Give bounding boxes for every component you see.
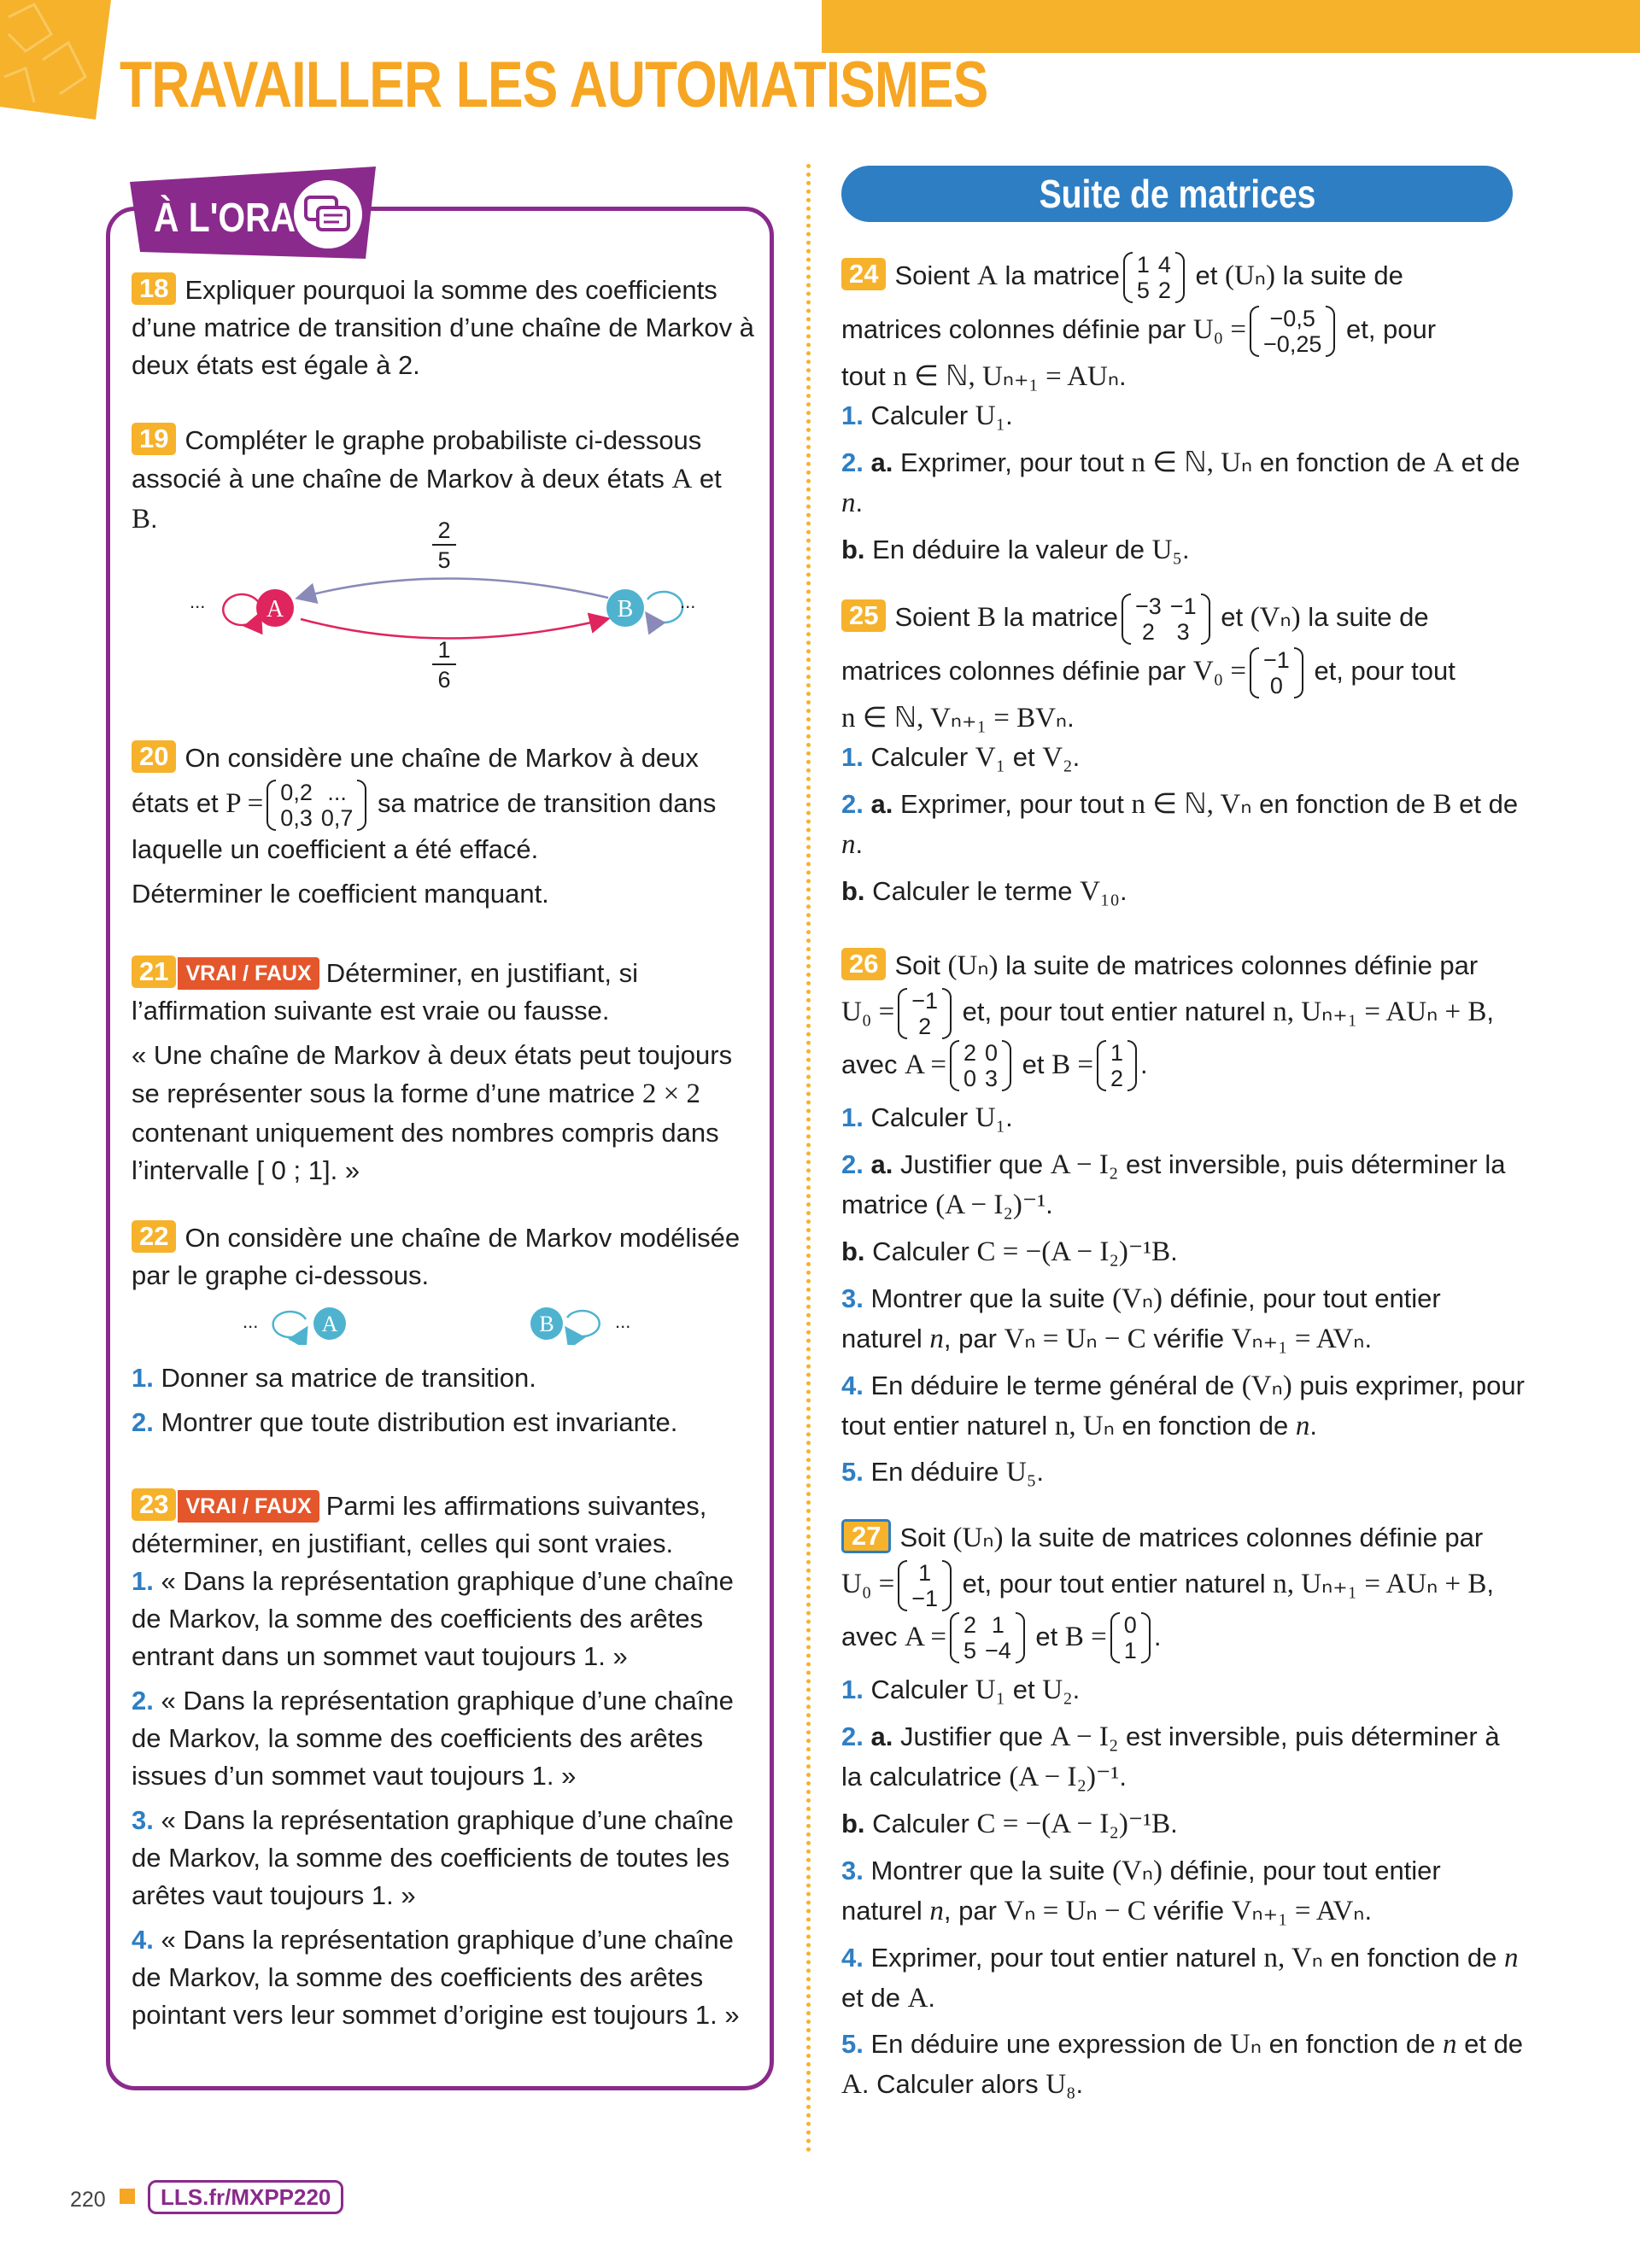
math-expr: U₈ <box>1046 2069 1076 2101</box>
matrix-cell: 1 <box>1136 251 1150 278</box>
question-number: 4. <box>132 1925 154 1955</box>
question-number: 2. <box>841 1721 864 1752</box>
exercise-number: 20 <box>132 740 176 773</box>
question-number: 2. <box>841 789 864 820</box>
loop-label-B: ... <box>680 591 696 612</box>
question-text: . <box>855 829 864 860</box>
exercise-number: 26 <box>841 948 886 980</box>
matrix-cell: 0 <box>1269 672 1283 699</box>
matrix-cell: −0,25 <box>1263 330 1322 357</box>
math-expr: A <box>841 2069 862 2101</box>
question-number: 1. <box>132 1566 154 1597</box>
math-Vn: (Vₙ) <box>1250 602 1301 633</box>
math-expr: n, Uₙ <box>1054 1410 1115 1441</box>
section-title <box>841 166 1513 222</box>
question-text: . <box>1181 535 1190 565</box>
matrix-U0 <box>1250 306 1335 357</box>
matrix-cell: 1 <box>1123 1638 1137 1664</box>
question-text: et <box>1005 1675 1043 1705</box>
math-expr: n <box>1442 2029 1457 2060</box>
exercise-number: 21 <box>132 956 176 988</box>
math-recurrence: n, Uₙ₊₁ = AUₙ + B <box>1273 996 1487 1027</box>
exercise-18 <box>132 272 755 384</box>
page-title: TRAVAILLER LES AUTOMATISMES <box>120 49 988 121</box>
math-expr: U₁ <box>975 400 1006 432</box>
question-text: Calculer <box>863 400 975 431</box>
question-text: Montrer que toute distribution est invariante. <box>153 1407 678 1438</box>
exercise-text: avec <box>841 1621 905 1651</box>
math-expr: n <box>1503 1942 1519 1973</box>
exercise-text: tout <box>841 360 893 391</box>
exercise-20 <box>132 739 764 913</box>
exercise-text: et, pour <box>1338 313 1437 344</box>
question-number: 3. <box>132 1805 154 1836</box>
math-A: A = <box>905 1049 946 1080</box>
question-text: . <box>1072 742 1081 773</box>
matrix-cell: 2 <box>1141 618 1155 645</box>
column-separator <box>806 164 811 2154</box>
math-expr: Vₙ = Uₙ − C <box>1004 1895 1146 1926</box>
math-recurrence: n, Uₙ₊₁ = AUₙ + B <box>1273 1568 1487 1599</box>
probability-graph-22 <box>239 1302 649 1345</box>
matrix-cell: ... <box>327 779 347 805</box>
statement-3 <box>132 1802 755 1914</box>
sub-question: b. <box>841 1236 865 1267</box>
matrix-cell: 2 <box>1110 1066 1124 1092</box>
exercise-21 <box>132 955 755 1190</box>
math-A: A <box>671 464 693 495</box>
question-text: en fonction de <box>1251 789 1433 820</box>
question-text: En déduire le terme général de <box>863 1370 1242 1400</box>
question-text: . <box>1005 400 1013 431</box>
node-B-label: B <box>539 1312 554 1336</box>
exercise-text: et <box>1015 1049 1052 1079</box>
self-loop-B <box>567 1311 600 1336</box>
math-expr: A − I₂ <box>1050 1721 1119 1753</box>
math-expr: n ∈ ℕ, Uₙ <box>1131 447 1253 479</box>
exercise-text: Parmi les affirmations suivantes, déterminer, en justifiant, celles qui sont vraies. <box>132 1491 707 1559</box>
math-Un: (Uₙ) <box>952 1523 1004 1553</box>
matrix-cell: 2 <box>963 1040 977 1067</box>
edge-label-bottom-num: 1 <box>437 637 451 663</box>
math-expr: A − I₂ <box>1050 1149 1119 1181</box>
matrix-cell: 3 <box>1176 618 1190 645</box>
math-expr: (A − I₂)⁻¹ <box>935 1190 1046 1221</box>
question-text: Calculer <box>864 1236 977 1267</box>
question-text: . <box>855 488 864 518</box>
math-expr: Vₙ₊₁ = AVₙ <box>1231 1895 1365 1926</box>
matrix-P <box>266 780 366 831</box>
exercise-text: . <box>150 503 158 534</box>
exercise-text: et <box>1187 260 1225 290</box>
matrix-B <box>1097 1040 1137 1091</box>
question-number: 5. <box>841 2029 864 2060</box>
exercise-text: matrices colonnes définie par <box>841 655 1193 686</box>
exercise-text: la suite de <box>1274 260 1403 290</box>
question-text: Calculer <box>863 742 975 773</box>
exercise-text: Soit <box>894 950 948 980</box>
question-text: Donner sa matrice de transition. <box>153 1363 536 1393</box>
question-text: et de <box>1451 789 1519 820</box>
question-text: vérifie <box>1145 1323 1232 1353</box>
math-U0: U₀ = <box>841 1568 895 1599</box>
math-dim: 2 × 2 <box>641 1078 701 1110</box>
question-number: 1. <box>841 742 864 773</box>
math-expr: V₁ <box>975 742 1006 774</box>
math-expr: C = −(A − I₂)⁻¹B <box>976 1809 1171 1840</box>
matrix-cell: −1 <box>1169 593 1197 619</box>
exercise-text: et <box>1213 602 1250 632</box>
math-expr: (A − I₂)⁻¹ <box>1009 1762 1120 1793</box>
math-Un: (Uₙ) <box>947 950 999 981</box>
exercise-text: et <box>1028 1621 1065 1651</box>
question-number: 4. <box>841 1370 864 1400</box>
question-text: Exprimer, pour tout <box>893 789 1132 820</box>
exercise-text: Soient <box>894 260 977 290</box>
exercise-text: Soit <box>899 1523 953 1552</box>
loop-label-B: ... <box>615 1311 631 1332</box>
node-A-label: A <box>266 596 284 623</box>
matrix-cell: 0 <box>963 1066 977 1092</box>
exercise-number: 22 <box>132 1220 176 1253</box>
question-text: En déduire <box>863 1457 1007 1488</box>
math-expr: (Vₙ) <box>1241 1370 1292 1401</box>
matrix-cell: −4 <box>985 1638 1011 1664</box>
exercise-text: et, pour tout <box>1306 655 1456 686</box>
exercise-text: sa matrice de transition dans <box>370 788 717 819</box>
matrix-cell: −3 <box>1135 593 1162 619</box>
question-text: en fonction de <box>1252 447 1434 478</box>
question-number: 1. <box>132 1363 154 1393</box>
exercise-text: et, pour tout entier naturel <box>955 996 1274 1026</box>
question-text: Justifier que <box>893 1149 1051 1180</box>
vrai-faux-tag: VRAI / FAUX <box>178 957 319 990</box>
question-number: 1. <box>841 1675 864 1705</box>
question-text: Exprimer, pour tout <box>893 447 1132 478</box>
question-text: En déduire la valeur de <box>864 535 1152 565</box>
sub-question: b. <box>841 1809 865 1839</box>
question-text: et <box>1005 742 1043 773</box>
exercise-text: la matrice <box>997 260 1120 290</box>
math-B: B = <box>1064 1621 1107 1652</box>
self-loop-A <box>273 1312 306 1337</box>
math-B: B <box>977 602 997 633</box>
math-A: A = <box>905 1621 946 1652</box>
exercise-text: « Une chaîne de Markov à deux états peut toujours se représenter sous la forme d’une matrice <box>132 1040 733 1109</box>
question-text: En déduire une expression de <box>863 2029 1230 2060</box>
question-text: est inversible, puis déterminer la matrice <box>841 1149 1506 1220</box>
matrix-B <box>1122 593 1210 645</box>
math-expr: n <box>1295 1410 1310 1441</box>
edge-label-top-num: 2 <box>437 517 451 543</box>
edge-label-top-den: 5 <box>437 547 451 573</box>
edge-B-to-A <box>299 579 608 599</box>
math-expr: U₁ <box>975 1675 1006 1706</box>
math-expr: Vₙ₊₁ = AVₙ <box>1231 1323 1365 1354</box>
section-title-text: Suite de matrices <box>1039 172 1315 216</box>
page-number: 220 <box>70 2188 106 2212</box>
node-A-label: A <box>321 1312 338 1336</box>
matrix-cell: 2 <box>1157 277 1171 303</box>
question-text: Montrer que la suite <box>863 1283 1113 1313</box>
math-expr: n <box>929 1895 944 1926</box>
matrix-cell: −1 <box>1263 646 1290 673</box>
sub-question: b. <box>841 535 865 565</box>
interval: [ 0 ; 1] <box>256 1154 331 1185</box>
math-expr: U₂ <box>1042 1675 1073 1706</box>
matrix-cell: 0,2 <box>280 779 313 805</box>
exercise-26: 26 Soit (Uₙ) la suite de matrices colonnes définie par U₀ = −1 2 et, pour tout entier naturel n, Uₙ₊₁ = AUₙ + B, avec A = 2 0 0 3 et B = 1 2 . 1. Calculer U₁. 2. a. Justifier que A − I₂ est inversible, puis déterminer la matrice (A − I₂)⁻¹. b. Calculer C = −(A − I₂)⁻¹B. 3. Montrer que la suite (Vₙ) définie, pour tout entier naturel n, par Vₙ = Uₙ − C vérifie Vₙ₊₁ = AVₙ. 4. En déduire le terme général de (Vₙ) puis exprimer, pour tout entier naturel n, Uₙ en fonction de n. 5. En déduire U₅. <box>841 949 1525 1488</box>
math-expr: n <box>841 829 856 861</box>
matrix-cell: 5 <box>963 1638 977 1664</box>
math-expr: Uₙ <box>1230 2029 1262 2060</box>
matrix-cell: 5 <box>1136 277 1150 303</box>
math-B: B <box>132 503 151 535</box>
exercise-23 <box>132 1488 755 2034</box>
sub-question: a. <box>870 1721 893 1752</box>
exercise-25 <box>841 591 1525 912</box>
exercise-text: . <box>1119 360 1127 391</box>
matrix-cell: 1 <box>991 1612 1004 1639</box>
math-U0: U₀ = <box>1192 313 1247 345</box>
matrix-A <box>950 1040 1011 1091</box>
math-expr: n <box>841 488 856 519</box>
matrix-cell: 2 <box>963 1612 977 1639</box>
exercise-number: 18 <box>132 272 176 305</box>
exercise-text: . <box>1067 702 1075 733</box>
math-B: B = <box>1051 1049 1094 1080</box>
math-expr: C = −(A − I₂)⁻¹B <box>976 1236 1171 1268</box>
loop-label-A: ... <box>190 591 206 612</box>
vrai-faux-tag: VRAI / FAUX <box>178 1490 319 1523</box>
loop-label-A: ... <box>243 1311 259 1332</box>
exercise-text: laquelle un coefficient a été effacé. <box>132 833 539 864</box>
exercise-text: Compléter le graphe probabiliste ci-dessous associé à une chaîne de Markov à deux états <box>132 425 702 494</box>
exercise-number: 23 <box>132 1488 176 1521</box>
node-B-label: B <box>617 596 634 623</box>
question-text: . <box>1005 1102 1013 1133</box>
exercise-text: et <box>692 464 722 494</box>
self-loop-B <box>647 592 682 623</box>
corner-decoration <box>0 0 111 120</box>
question-text: . <box>1119 876 1128 907</box>
matrix-cell: 0 <box>1123 1612 1137 1639</box>
question-text: définie, pour tout entier naturel <box>841 1283 1441 1353</box>
exercise-text: états et <box>132 788 226 819</box>
math-expr: B <box>1432 789 1452 821</box>
exercise-text: la matrice <box>996 602 1118 632</box>
question-number: 5. <box>841 1457 864 1488</box>
exercise-number: 25 <box>841 599 886 632</box>
math-expr: U₁ <box>975 1102 1006 1134</box>
exercise-text: Déterminer, en justifiant, si l’affirmation suivante est vraie ou fausse. <box>132 958 638 1026</box>
exercise-number: 19 <box>132 423 176 455</box>
matrix-U0 <box>898 1560 952 1611</box>
exercise-27: 27 Soit (Uₙ) la suite de matrices colonnes définie par U₀ = 1 −1 et, pour tout entier naturel n, Uₙ₊₁ = AUₙ + B, avec A = 2 1 5 −4 et B = 0 1 . 1. Calculer U₁ et U₂. 2. a. Justifier que A − I₂ est inversible, puis déterminer à la calculatrice (A − I₂)⁻¹. b. Calculer C = −(A − I₂)⁻¹B. 3. Montrer que la suite (Vₙ) définie, pour tout entier naturel n, par Vₙ = Uₙ − C vérifie Vₙ₊₁ = AVₙ. 4. Exprimer, pour tout entier naturel n, Vₙ en fonction de n et de A. 5. En déduire une expression de Uₙ en fonction de n et de A. Calculer alors U₈. <box>841 1521 1524 2101</box>
matrix-V0 <box>1250 647 1303 699</box>
question-text: « Dans la représentation graphique d’une chaîne de Markov, la somme des coefficients des arêtes pointant vers leur sommet d’origine est toujours 1. » <box>132 1925 740 2031</box>
math-expr: n <box>929 1323 944 1354</box>
question-text: « Dans la représentation graphique d’une chaîne de Markov, la somme des coefficients des arêtes issues d’un sommet vaut toujours 1. » <box>132 1686 734 1792</box>
exercise-24 <box>841 249 1525 570</box>
question-number: 3. <box>841 1283 864 1313</box>
matrix-cell: 1 <box>1110 1040 1124 1067</box>
question-text: en fonction de <box>1322 1942 1504 1973</box>
exercise-text: la suite de matrices colonnes définie par <box>998 950 1479 980</box>
question-text: puis exprimer, pour tout entier naturel <box>841 1370 1525 1441</box>
matrix-cell: 4 <box>1157 251 1171 278</box>
exercise-text: Soient <box>894 602 977 632</box>
question-text: , par <box>943 1323 1004 1353</box>
question-text: Exprimer, pour tout entier naturel <box>863 1942 1264 1973</box>
exercise-text: contenant uniquement des nombres compris dans l’intervalle <box>132 1117 719 1185</box>
exercise-text: la suite de <box>1300 602 1429 632</box>
math-expr: n ∈ ℕ, Vₙ <box>1131 789 1252 821</box>
matrix-cell: 0 <box>985 1040 999 1067</box>
resource-link[interactable]: LLS.fr/MXPP220 <box>148 2180 343 2214</box>
math-expr: (Vₙ) <box>1112 1283 1163 1314</box>
question-number: 2. <box>132 1686 154 1716</box>
question-text: Justifier que <box>893 1721 1051 1752</box>
footer-square-icon <box>120 2189 135 2204</box>
math-U0: U₀ = <box>841 996 895 1027</box>
self-loop-A <box>223 594 260 625</box>
question-number: 4. <box>841 1942 864 1973</box>
probability-graph-19 <box>171 512 718 696</box>
question-text: Calculer <box>864 1809 977 1839</box>
exercise-number: 27 <box>841 1519 891 1553</box>
matrix-U0 <box>898 988 952 1039</box>
matrix-cell: 3 <box>985 1066 999 1092</box>
question-text: en fonction de <box>1261 2029 1443 2060</box>
question-text: Calculer <box>863 1102 975 1133</box>
question-text: et de <box>841 1982 908 2013</box>
question-text: en fonction de <box>1114 1410 1296 1441</box>
math-V0: V₀ = <box>1192 655 1247 687</box>
question-number: 1. <box>841 1102 864 1133</box>
math-Un: (Uₙ) <box>1224 260 1275 291</box>
question-text: « Dans la représentation graphique d’une chaîne de Markov, la somme des coefficients de toutes les arêtes vaut toujours 1. » <box>132 1805 734 1911</box>
matrix-A <box>950 1612 1025 1663</box>
math-expr: A <box>907 1982 928 2014</box>
sub-question: a. <box>870 447 893 478</box>
math-A: A <box>977 260 998 291</box>
question-text: et de <box>1456 2029 1524 2060</box>
math-expr: n, Vₙ <box>1263 1942 1323 1973</box>
matrix-cell: −1 <box>911 1585 938 1611</box>
question-text: et de <box>1453 447 1520 478</box>
exercise-text: la suite de matrices colonnes définie par <box>1003 1523 1484 1552</box>
math-expr: (Vₙ) <box>1112 1855 1163 1886</box>
math-expr: U₅ <box>1006 1457 1037 1488</box>
sub-question: a. <box>870 1149 893 1180</box>
exercise-number: 24 <box>841 258 886 290</box>
math-expr: A <box>1433 447 1454 479</box>
question-text: est inversible, puis déterminer à la calculatrice <box>841 1721 1500 1792</box>
question-text: Calculer <box>863 1675 975 1705</box>
exercise-22 <box>132 1219 755 1295</box>
edge-label-bottom-den: 6 <box>437 667 451 693</box>
math-recurrence: n ∈ ℕ, Uₙ₊₁ = AUₙ <box>893 360 1120 392</box>
matrix-cell: −1 <box>911 987 938 1014</box>
statement-1 <box>132 1563 755 1675</box>
math-expr: V₁₀ <box>1080 876 1120 908</box>
question-text: définie, pour tout entier naturel <box>841 1855 1441 1926</box>
question-text: vérifie <box>1145 1895 1232 1926</box>
exercise-text: On considère une chaîne de Markov à deux <box>184 743 699 773</box>
math-recurrence: n ∈ ℕ, Vₙ₊₁ = BVₙ <box>841 702 1068 734</box>
exercise-text: et, pour tout entier naturel <box>955 1568 1274 1599</box>
question-number: 1. <box>841 400 864 431</box>
math-P: P = <box>226 788 264 820</box>
matrix-cell: 0,3 <box>280 804 313 831</box>
exercise-text: matrices colonnes définie par <box>841 313 1193 344</box>
math-expr: Vₙ = Uₙ − C <box>1004 1323 1146 1354</box>
matrix-cell: −0,5 <box>1269 305 1315 331</box>
matrix-A <box>1123 252 1185 303</box>
question-text: « Dans la représentation graphique d’une chaîne de Markov, la somme des coefficients des arêtes entrant dans un sommet vaut toujours 1. » <box>132 1566 734 1672</box>
math-expr: V₂ <box>1042 742 1073 774</box>
exercise-text: On considère une chaîne de Markov modélisée par le graphe ci-dessous. <box>132 1223 741 1291</box>
sub-question: b. <box>841 876 865 907</box>
question-number: 3. <box>841 1855 864 1885</box>
question-text: . Calculer alors <box>861 2069 1046 2100</box>
sub-question: a. <box>870 789 893 820</box>
exercise-text: Expliquer pourquoi la somme des coefficients d’une matrice de transition d’une chaîne de Markov à deux états est égale à 2. <box>132 275 754 381</box>
question-number: 2. <box>132 1407 154 1438</box>
matrix-cell: 0,7 <box>320 804 354 831</box>
oral-label: À L'ORAL <box>154 196 318 241</box>
question-text: Calculer le terme <box>864 876 1081 907</box>
question-number: 2. <box>841 1149 864 1180</box>
question-text: Montrer que la suite <box>863 1855 1113 1885</box>
exercise-text: avec <box>841 1049 905 1079</box>
math-expr: U₅ <box>1151 535 1182 566</box>
question-text: , par <box>943 1895 1004 1926</box>
statement-2 <box>132 1682 755 1795</box>
question-number: 2. <box>841 447 864 478</box>
matrix-cell: 1 <box>918 1559 932 1586</box>
exercise-text: Déterminer le coefficient manquant. <box>132 878 549 909</box>
edge-A-to-B <box>301 619 606 639</box>
exercise-22-questions <box>132 1359 755 1441</box>
matrix-cell: 2 <box>918 1013 932 1039</box>
statement-4 <box>132 1921 755 2034</box>
exercise-text: . » <box>330 1154 360 1185</box>
matrix-B <box>1110 1612 1151 1663</box>
